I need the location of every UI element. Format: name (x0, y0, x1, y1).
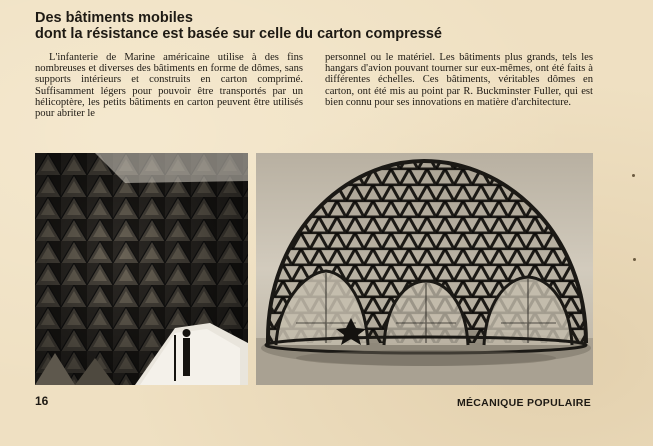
paper-speck (633, 258, 636, 261)
title-line-2: dont la résistance est basée sur celle du carton compressé (35, 26, 442, 42)
magazine-name: MÉCANIQUE POPULAIRE (456, 397, 591, 409)
article-title (35, 10, 615, 42)
article-column-right: personnel ou le matériel. Les bâtiments plus grands, tels les hangars d'avion pouvant tourner sur eux-mêmes, ont été faits à différentes échelles. Ces bâtiments, véritables dômes en carton, ont été mis au point par R. Buckminster Fuller, qui est bien connu pour ses innovations en matière d'architecture. (325, 52, 593, 108)
photo-dome-interior (35, 153, 248, 385)
page-number: 16 (35, 394, 49, 408)
article-column-left: L'infanterie de Marine américaine utilise à des fins nombreuses et diverses des bâtiments en forme de dômes, sans supports intérieurs et construits en carton comprimé. Suffisamment légers pour pouvoir être transportés par un hélicoptère, les petits bâtiments en carton peuvent être utilisés pour abriter le (35, 52, 303, 120)
title-line-1: Des bâtiments mobiles (35, 10, 193, 26)
photo-geodesic-dome-exterior (256, 153, 593, 385)
paper-speck (632, 174, 635, 177)
